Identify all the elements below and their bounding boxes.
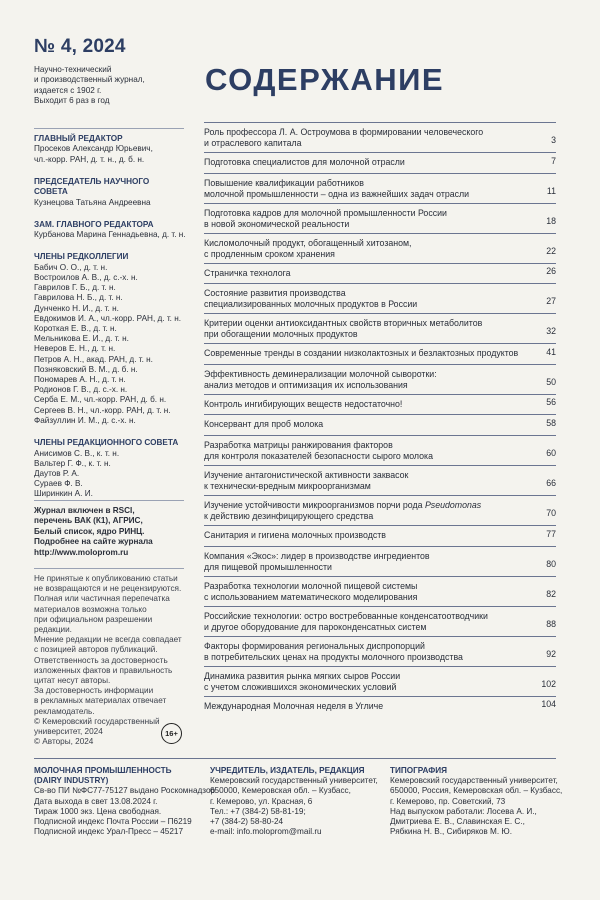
table-of-contents [204, 122, 556, 716]
imprint-line: Св-во ПИ №ФС77-75127 выдано Роскомнадзор [34, 786, 216, 796]
toc-entry[interactable] [204, 465, 556, 495]
toc-entry-line: с продленным сроком хранения [204, 248, 335, 259]
publisher-heading: УЧРЕДИТЕЛЬ, ИЗДАТЕЛЬ, РЕДАКЦИЯ [210, 766, 365, 775]
notice-line: © Кемеровский государственный [34, 716, 160, 726]
toc-page-number: 41 [546, 346, 556, 357]
notice-line: материалов возможна только [34, 604, 147, 614]
staff-line: Курбанова Марина Геннадьевна, д. т. н. [34, 230, 186, 240]
toc-page-number: 92 [546, 648, 556, 659]
toc-entry[interactable] [204, 152, 556, 173]
publisher-lines [210, 776, 378, 837]
imprint-heading: МОЛОЧНАЯ ПРОМЫШЛЕННОСТЬ [34, 766, 172, 775]
toc-entry[interactable] [204, 343, 556, 364]
toc-entry-title [204, 641, 556, 663]
notice-line: Мнение редакции не всегда совпадает [34, 635, 182, 645]
board-member: Короткая Е. В., д. т. н. [34, 324, 117, 334]
toc-entry-line: Международная Молочная неделя в Угличе [204, 700, 384, 711]
indexing-line: Журнал включен в RSCI, [34, 506, 135, 515]
toc-entry-title [204, 369, 556, 391]
notice-text [34, 574, 184, 747]
toc-entry[interactable] [204, 203, 556, 233]
publisher-line: Кемеровский государственный университет, [210, 776, 378, 786]
toc-entry-title [204, 348, 556, 359]
toc-entry-line: при обогащении молочных продуктов [204, 329, 358, 340]
printing-heading: ТИПОГРАФИЯ [390, 766, 447, 775]
toc-entry-title [204, 500, 556, 522]
toc-entry-line: к действию дезинфицирующего средства [204, 510, 374, 521]
toc-entry[interactable] [204, 696, 556, 717]
board-members [34, 263, 184, 426]
notice-line: при официальном разрешении редакции. [34, 614, 153, 635]
board-heading: ЧЛЕНЫ РЕДКОЛЛЕГИИ [34, 252, 129, 262]
toc-page-number: 88 [546, 618, 556, 629]
toc-entry-line: для контроля показателей безопасности сырого молока [204, 450, 433, 461]
indexing-line: перечень ВАК (К1), АГРИС, [34, 516, 143, 526]
divider [34, 128, 184, 129]
toc-page-number: 18 [546, 215, 556, 226]
toc-page-number: 27 [546, 296, 556, 307]
toc-entry-line: Кисломолочный продукт, обогащенный хитозаном, [204, 237, 412, 248]
publisher-line: г. Кемерово, ул. Красная, 6 [210, 796, 313, 806]
printing-line: Над выпуском работали: Лосева А. И., [390, 806, 537, 816]
board-member: Родионов Г. В., д. с.-х. н. [34, 385, 128, 395]
council-member: Сураев Ф. В. [34, 479, 83, 489]
imprint-line: Дата выхода в свет 13.08.2024 г. [34, 796, 158, 806]
council-member: Ширинкин А. И. [34, 489, 93, 499]
toc-entry-title [204, 318, 556, 340]
toc-entry-line: Подготовка специалистов для молочной отрасли [204, 157, 405, 167]
toc-entry[interactable] [204, 283, 556, 313]
board-member: Евдокимов И. А., чл.-корр. РАН, д. т. н. [34, 313, 182, 323]
toc-entry[interactable] [204, 263, 556, 284]
council-section [34, 438, 184, 499]
board-member: Петров А. Н., акад. РАН, д. т. н. [34, 354, 153, 364]
toc-entry-title [204, 419, 556, 430]
journal-description-line: издается с 1902 г. [34, 85, 102, 95]
board-member: Мельникова Е. И., д. т. н. [34, 334, 129, 344]
printing-line: Рябкина Н. В., Сибиряков М. Ю. [390, 827, 512, 837]
toc-entry[interactable] [204, 414, 556, 435]
toc-entry-line: Подготовка кадров для молочной промышленности России [204, 207, 447, 218]
toc-entry-title [204, 208, 556, 230]
toc-entry[interactable] [204, 495, 556, 525]
printing-line: г. Кемерово, пр. Советский, 73 [390, 796, 506, 806]
board-member: Сергеев В. Н., чл.-корр. РАН, д. т. н. [34, 405, 171, 415]
notice-line: университет, 2024 [34, 727, 103, 737]
toc-entry[interactable] [204, 606, 556, 636]
age-rating-badge: 16+ [161, 723, 182, 744]
indexing-info [34, 506, 184, 558]
board-section [34, 252, 184, 426]
toc-page-number: 77 [546, 528, 556, 539]
toc-entry-line: в потребительских ценах на продукты молочного производства [204, 651, 463, 662]
notice-line: Полная или частичная перепечатка [34, 594, 170, 604]
toc-entry[interactable] [204, 666, 556, 696]
notice-line: © Авторы, 2024 [34, 737, 94, 747]
toc-page-number: 82 [546, 588, 556, 599]
council-heading: ЧЛЕНЫ РЕДАКЦИОННОГО СОВЕТА [34, 438, 179, 448]
toc-entry-line: с учетом сложившихся экономических условий [204, 681, 397, 692]
toc-page-number: 3 [551, 135, 556, 145]
notice-line: Ответственность за достоверность [34, 655, 168, 665]
toc-entry-line: в новой экономической реальности [204, 218, 350, 229]
toc-entry-line: к технически-вредным микроорганизмам [204, 480, 371, 491]
toc-entry[interactable] [204, 546, 556, 576]
toc-entry[interactable] [204, 576, 556, 606]
divider [34, 500, 184, 501]
imprint-lines [34, 786, 215, 837]
toc-entry-line: Страничка технолога [204, 267, 291, 278]
toc-entry[interactable] [204, 394, 556, 415]
divider [34, 568, 184, 569]
board-member: Пономарев А. Н., д. т. н. [34, 375, 126, 385]
toc-page-number: 66 [546, 477, 556, 488]
editor-in-chief-info [34, 144, 184, 164]
toc-entry-title [204, 268, 556, 279]
board-member: Бабич О. О., д. т. н. [34, 262, 108, 272]
imprint-line: Подписной индекс Почта России – П6219 [34, 817, 192, 827]
council-member: Даутов Р. А. [34, 468, 80, 478]
board-member: Позняковский В. М., д. б. н. [34, 364, 138, 374]
toc-entry-line: Эффективность деминерализации молочной сыворотки: [204, 368, 437, 379]
species-name: Pseudomonas [424, 499, 482, 510]
toc-page-number: 11 [546, 185, 556, 196]
toc-entry[interactable] [204, 525, 556, 546]
printing-imprint [390, 766, 562, 837]
toc-entry-line: и отраслевого капитала [204, 138, 302, 148]
journal-description [34, 65, 184, 107]
notice-line: не возвращаются и не рецензируются. [34, 584, 182, 594]
toc-entry-line: Изучение устойчивости микроорганизмов порчи рода Pseudomonas [204, 499, 482, 510]
toc-entry-line: Изучение антагонистической активности заквасок [204, 469, 409, 480]
board-member: Серба Е. М., чл.-корр. РАН, д. б. н. [34, 395, 167, 405]
toc-entry-line: Состояние развития производства [204, 288, 346, 299]
toc-page-number: 60 [546, 447, 556, 458]
deputy-editor-section [34, 220, 184, 241]
toc-entry-title [204, 440, 556, 462]
toc-entry-line: для пищевой промышленности [204, 561, 332, 572]
page-title: СОДЕРЖАНИЕ [205, 62, 445, 97]
toc-page-number: 22 [546, 245, 556, 256]
toc-entry-title [204, 530, 556, 541]
council-member: Вальтер Г. Ф., к. т. н. [34, 458, 111, 468]
toc-entry-title [204, 178, 556, 200]
notice-line: с позицией авторов публикаций. [34, 645, 158, 655]
toc-entry[interactable] [204, 435, 556, 465]
toc-entry-line: Критерии оценки антиоксидантных свойств вторичных метаболитов [204, 318, 483, 329]
toc-entry[interactable] [204, 636, 556, 666]
staff-line: Кузнецова Татьяна Андреевна [34, 197, 151, 207]
printing-line: 650000, Россия, Кемеровская обл. – Кузбасс, [390, 786, 563, 796]
printing-lines [390, 776, 562, 837]
toc-entry-title [204, 671, 556, 693]
toc-entry-title [204, 470, 556, 492]
council-members [34, 449, 184, 500]
notice-line: За достоверность информации [34, 686, 154, 696]
toc-entry-title [204, 551, 556, 573]
toc-entry-title [204, 238, 556, 260]
toc-entry-line: Динамика развития рынка мягких сыров России [204, 670, 401, 681]
toc-entry-line: Факторы формирования региональных диспропорций [204, 640, 425, 651]
printing-line: Дмитриева Е. В., Славинская Е. С., [390, 817, 525, 827]
toc-page-number: 80 [546, 558, 556, 569]
publisher-line: 650000, Кемеровская обл. – Кузбасс, [210, 786, 351, 796]
indexing-text [34, 506, 184, 558]
toc-page-number: 7 [551, 155, 556, 166]
toc-entry-line: анализ методов и оптимизация их использования [204, 379, 408, 390]
toc-entry-line: специализированных молочных продуктов в России [204, 299, 418, 310]
toc-page-number: 26 [546, 266, 556, 277]
science-council-chair-section [34, 177, 184, 208]
notice-line: изложенных фактов и правильность [34, 665, 173, 675]
board-member: Востроилов А. В., д. с.-х. н. [34, 273, 138, 283]
toc-entry-line: Современные тренды в создании низколактозных и безлактозных продуктов [204, 348, 519, 359]
staff-line: чл.-корр. РАН, д. т. н., д. б. н. [34, 154, 145, 164]
printing-line: Кемеровский государственный университет, [390, 776, 558, 786]
toc-entry-line: Роль профессора Л. А. Остроумова в формировании человеческого [204, 127, 484, 137]
issue-number: № 4, 2024 [34, 36, 126, 57]
journal-description-line: и производственный журнал, [34, 75, 145, 85]
board-member: Гаврилова Н. Б., д. т. н. [34, 293, 123, 303]
toc-page-number: 104 [541, 699, 556, 710]
toc-entry[interactable] [204, 122, 556, 152]
masthead-column [34, 36, 184, 107]
board-member: Файзуллин И. М., д. с.-х. н. [34, 415, 136, 425]
publisher-line: +7 (384-2) 58-80-24 [210, 817, 284, 827]
indexing-line: Подробнее на сайте журнала [34, 537, 153, 547]
toc-entry-line: Компания «Экос»: лидер в производстве ингредиентов [204, 550, 430, 561]
toc-entry-line: молочной промышленности – одна из важнейших задач отрасли [204, 188, 470, 199]
board-member: Неверов Е. Н., д. т. н. [34, 344, 116, 354]
deputy-editor-heading: ЗАМ. ГЛАВНОГО РЕДАКТОРА [34, 219, 154, 229]
toc-entry[interactable] [204, 173, 556, 203]
journal-description-line: Выходит 6 раз в год [34, 96, 110, 106]
indexing-line: Белый список, ядро РИНЦ. [34, 526, 145, 536]
notice-line: в рекламных материалах отвечает [34, 696, 167, 706]
toc-entry[interactable] [204, 364, 556, 394]
publisher-line: Тел.: +7 (384-2) 58-81-19; [210, 806, 306, 816]
toc-entry-title [204, 157, 556, 168]
journal-description-line: Научно-технический [34, 65, 112, 74]
council-member: Анисимов С. В., к. т. н. [34, 448, 120, 458]
toc-page-number: 58 [546, 417, 556, 428]
toc-entry-title [204, 288, 556, 310]
divider [34, 758, 556, 759]
toc-entry-line: Российские технологии: остро востребованные конденсатоотводчики [204, 610, 488, 621]
toc-page-number: 56 [546, 397, 556, 408]
toc-entry-title [204, 581, 556, 603]
board-member: Гаврилов Г. Б., д. т. н. [34, 283, 116, 293]
staff-line: Просеков Александр Юрьевич, [34, 144, 153, 154]
toc-entry-title [204, 611, 556, 633]
publisher-imprint [210, 766, 378, 837]
journal-imprint [34, 766, 215, 837]
editorial-staff [34, 134, 184, 500]
science-council-chair-heading: ПРЕДСЕДАТЕЛЬ НАУЧНОГО СОВЕТА [34, 176, 150, 197]
toc-entry-line: Повышение квалификации работников [204, 177, 364, 188]
toc-page-number: 32 [546, 326, 556, 337]
publisher-line: e-mail: info.moloprom@mail.ru [210, 827, 322, 837]
toc-page-number: 102 [541, 678, 556, 689]
toc-page-number: 70 [546, 507, 556, 518]
toc-entry-line: Контроль ингибирующих веществ недостаточно! [204, 398, 403, 409]
notice-line: рекламодатель. [34, 706, 95, 716]
toc-entry-title [204, 701, 556, 712]
imprint-heading: (DAIRY INDUSTRY) [34, 776, 109, 786]
toc-entry-line: Санитария и гигиена молочных производств [204, 529, 386, 540]
editor-in-chief-heading: ГЛАВНЫЙ РЕДАКТОР [34, 134, 123, 143]
toc-entry-line: и другое оборудование для пароконденсатных систем [204, 621, 427, 632]
imprint-line: Тираж 1000 экз. Цена свободная. [34, 806, 162, 816]
toc-entry[interactable] [204, 233, 556, 263]
toc-entry-title [204, 127, 556, 149]
toc-page-number: 50 [546, 376, 556, 387]
toc-entry-line: Разработка технологии молочной пищевой системы [204, 580, 418, 591]
notice-line: цитат несут авторы. [34, 676, 111, 686]
toc-entry-line: с использованием математического моделирования [204, 591, 418, 602]
board-member: Дунченко Н. И., д. т. н. [34, 303, 119, 313]
imprint-line: Подписной индекс Урал-Пресс – 45217 [34, 827, 184, 837]
toc-entry-line: Консервант для проб молока [204, 419, 324, 430]
notice-block [34, 574, 184, 747]
indexing-line: http://www.moloprom.ru [34, 547, 129, 557]
toc-entry-title [204, 399, 556, 410]
toc-entry-line: Разработка матрицы ранжирования факторов [204, 439, 393, 450]
toc-entry[interactable] [204, 313, 556, 343]
notice-line: Не принятые к опубликованию статьи [34, 574, 178, 583]
